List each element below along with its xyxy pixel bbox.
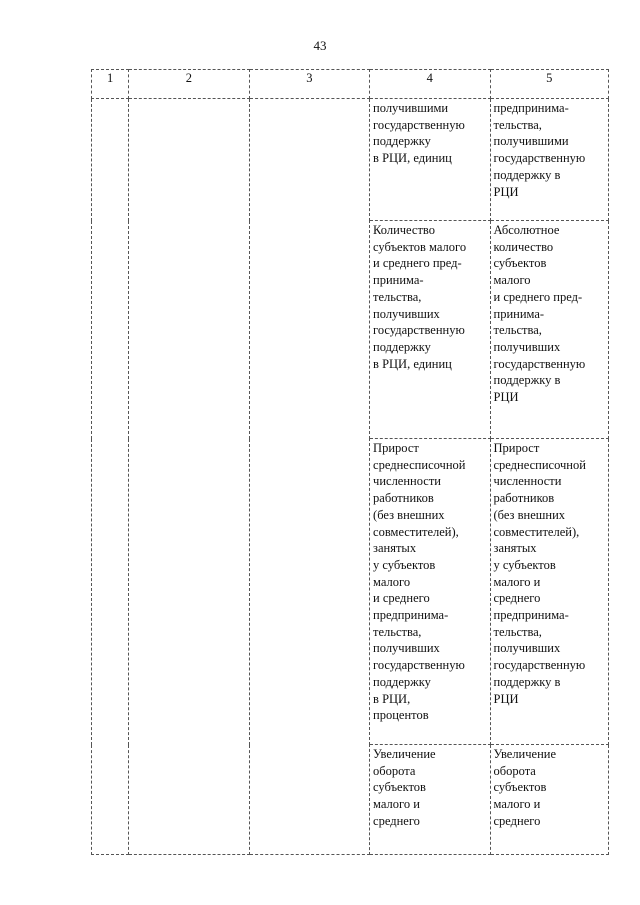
header-cell-2: 2: [129, 70, 249, 99]
table-cell-col5: [490, 221, 609, 439]
cell-text: предпринима- тельства, получившими государственную поддержку в РЦИ: [493, 101, 586, 199]
table-cell-col3: [249, 99, 369, 855]
table-header-row: [92, 70, 609, 99]
cell-text: получившими государственную поддержку в РЦИ, единиц: [373, 101, 465, 166]
header-cell-3: 3: [249, 70, 369, 99]
document-table: [91, 69, 609, 855]
table-cell-col4: [370, 439, 490, 745]
cell-text: Количество субъектов малого и среднего пред- принима- тельства, получивших государственную поддержку в РЦИ, единиц: [373, 223, 467, 371]
table-cell-col4: [370, 221, 490, 439]
document-table-container: [91, 69, 609, 853]
table-cell-col5: [490, 99, 609, 221]
header-cell-5: 5: [490, 70, 609, 99]
table-cell-col4: [370, 99, 490, 221]
table-row: [92, 99, 609, 221]
table-cell-col2: [129, 99, 249, 855]
page-number: 43: [313, 38, 327, 53]
header-cell-4: 4: [370, 70, 490, 99]
table-cell-col5: [490, 745, 609, 855]
cell-text: Увеличение оборота субъектов малого и среднего: [493, 747, 557, 828]
cell-text: Абсолютное количество субъектов малого и среднего пред- принима- тельства, получивших государственную поддержку в РЦИ: [493, 223, 586, 405]
cell-text: Прирост среднесписочной численности работников (без внешних совместителей), занятых у субъектов малого и среднего предпринима- тельства, получивших государственную поддержку в РЦИ, процентов: [373, 441, 466, 723]
cell-text: Прирост среднесписочной численности работников (без внешних совместителей), занятых у субъектов малого и среднего предпринима- тельства, получивших государственную поддержку в РЦИ: [493, 441, 586, 706]
table-cell-col1: [92, 99, 129, 855]
cell-text: Увеличение оборота субъектов малого и среднего: [373, 747, 436, 828]
header-cell-1: 1: [92, 70, 129, 99]
table-cell-col5: [490, 439, 609, 745]
table-cell-col4: [370, 745, 490, 855]
